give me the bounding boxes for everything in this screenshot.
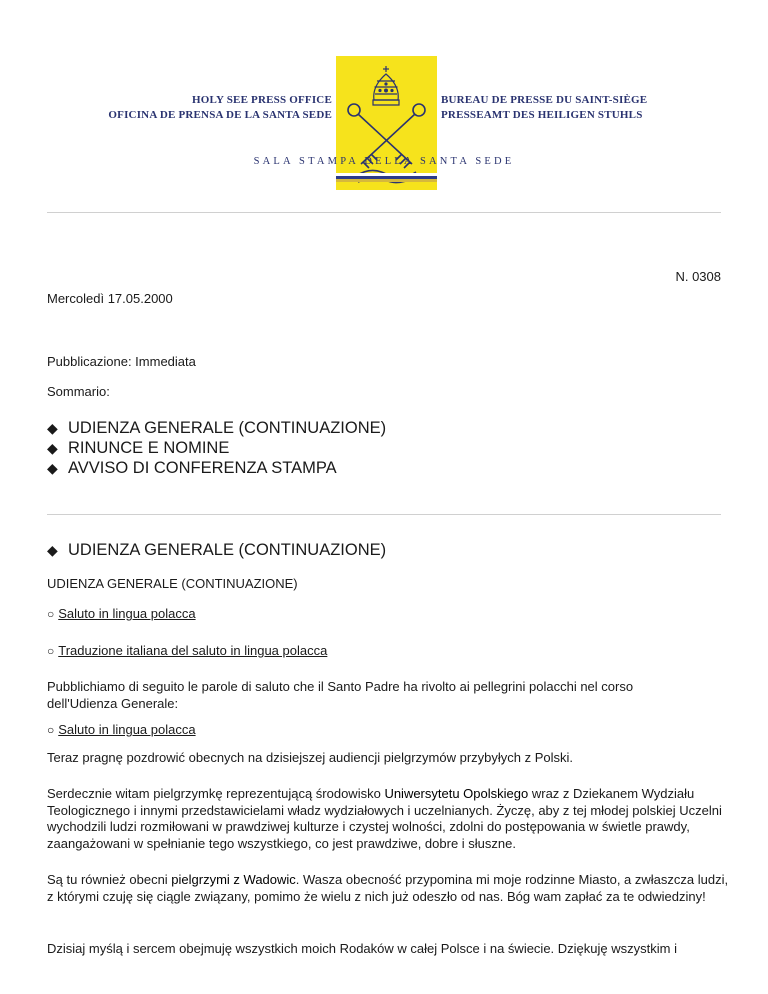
summary-item[interactable]: [47, 458, 337, 478]
highlight-uniwersytet: Uniwersytetu Opolskiego: [384, 786, 529, 801]
p3-text-rest: . Wasza obecność przypomina mi moje rodzinne Miasto, a zwłaszcza ludzi, z którymi czuję się ciągle związany, pomimo że wielu z nich już odeszło od nas. Bóg wam zapłać za te odwiedziny!: [47, 872, 729, 904]
paragraph-1: Teraz pragnę pozdrowić obecnych na dzisiejszej audiencji pielgrzymów przybyłych z Polski.: [47, 750, 574, 765]
section-heading-text: UDIENZA GENERALE (CONTINUAZIONE): [68, 541, 387, 559]
diamond-bullet-icon: ◆: [47, 542, 58, 558]
section-link-row: [47, 642, 327, 660]
diamond-bullet-icon: ◆: [47, 440, 58, 456]
circle-bullet-icon: ○: [47, 723, 55, 737]
divider-middle: [47, 514, 721, 515]
p3-text: Są tu również obecni: [47, 872, 172, 887]
bulletin-number: N. 0308: [675, 269, 721, 284]
anchor-saluto-polacca[interactable]: Saluto in lingua polacca: [58, 722, 196, 737]
header-oficina: OFICINA DE PRENSA DE LA SANTA SEDE: [108, 109, 332, 121]
p2-text: Serdecznie witam pielgrzymkę reprezentującą środowisko: [47, 786, 385, 801]
intro-line: Pubblichiamo di seguito le parole di saluto che il Santo Padre ha rivolto ai pellegrini polacchi nel corso: [47, 679, 634, 694]
divider-top: [47, 212, 721, 213]
circle-bullet-icon: ○: [47, 607, 55, 621]
section-subtitle: UDIENZA GENERALE (CONTINUAZIONE): [47, 576, 298, 591]
diamond-bullet-icon: ◆: [47, 460, 58, 476]
press-office-header: [0, 56, 768, 196]
section-heading: [47, 541, 386, 560]
section-link-row: [47, 605, 196, 623]
header-holy-see: HOLY SEE PRESS OFFICE: [191, 94, 332, 106]
bulletin-date: Mercoledì 17.05.2000: [47, 291, 173, 306]
header-right-names: [441, 93, 647, 123]
summary-item-label: RINUNCE E NOMINE: [68, 439, 230, 457]
header-presseamt: PRESSEAMT DES HEILIGEN STUHLS: [441, 109, 643, 121]
diamond-bullet-icon: ◆: [47, 420, 58, 436]
highlight-wadowice: pielgrzymi z Wadowic: [171, 872, 296, 887]
summary-item[interactable]: [47, 438, 229, 458]
intro-line: dell'Udienza Generale:: [47, 695, 179, 711]
summary-item[interactable]: [47, 418, 386, 438]
header-left-names: [108, 93, 332, 123]
papal-keys-tiara-icon: [336, 56, 437, 190]
header-stripe-gold: [336, 179, 437, 182]
summary-label: Sommario:: [47, 384, 110, 399]
anchor-heading: [47, 721, 196, 739]
summary-item-label: UDIENZA GENERALE (CONTINUAZIONE): [68, 419, 387, 437]
link-traduzione-italiana[interactable]: Traduzione italiana del saluto in lingua polacca: [58, 643, 328, 658]
header-bureau: BUREAU DE PRESSE DU SAINT-SIÈGE: [441, 94, 648, 106]
publication-status: Pubblicazione: Immediata: [47, 354, 196, 369]
paragraph-4: Dzisiaj myślą i sercem obejmuję wszystkich moich Rodaków w całej Polsce i na świecie. Dziękuję wszystkim i: [47, 941, 677, 956]
intro-paragraph: [47, 679, 729, 712]
sala-stampa-title: SALA STAMPA DELLA SANTA SEDE: [253, 156, 515, 167]
summary-item-label: AVVISO DI CONFERENZA STAMPA: [68, 459, 337, 477]
p2-text-rest: wraz z Dziekanem Wydziału Teologicznego i innymi przedstawicielami władz wydziałowych i uczelnianych. Życzę, aby z tej młodej polskiej Uczelni wychodzili ludzi rozmiłowani w prawdziwej kulturze i czystej wolności, zdolni do postępowania w świetle prawdy, zaangażowani w spełnianie tego wszystkiego, co jest prawdziwe, dobre i słuszne.: [47, 786, 722, 851]
link-saluto-polacca[interactable]: Saluto in lingua polacca: [58, 606, 196, 621]
paragraph-2: [47, 786, 729, 852]
circle-bullet-icon: ○: [47, 644, 55, 658]
vatican-emblem: [336, 56, 437, 190]
paragraph-3: [47, 872, 729, 905]
